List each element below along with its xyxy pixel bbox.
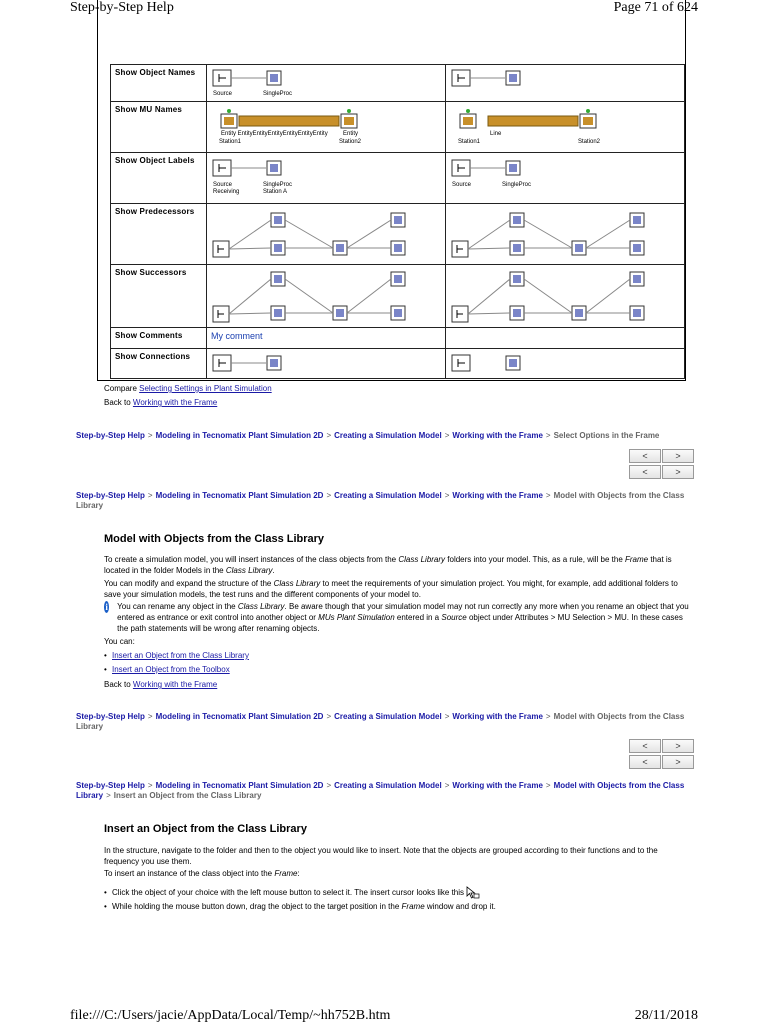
row-label: Show Successors (111, 265, 207, 328)
paragraph: To insert an instance of the class object into the Frame: (104, 869, 300, 878)
breadcrumb-link[interactable]: Working with the Frame (452, 781, 543, 790)
label-singleproc: SingleProc (263, 91, 293, 97)
table-row (111, 65, 685, 102)
row-label: Show MU Names (111, 102, 207, 153)
breadcrumb-link[interactable]: Modeling in Tecnomatix Plant Simulation 2D (155, 781, 324, 790)
breadcrumb-current: Insert an Object from the Class Library (113, 791, 262, 800)
breadcrumb-link[interactable]: Modeling in Tecnomatix Plant Simulation 2D (155, 491, 324, 500)
breadcrumb-link[interactable]: Step-by-Step Help (76, 781, 145, 790)
label-singleproc: SingleProc (263, 182, 293, 188)
breadcrumb-link[interactable]: Creating a Simulation Model (334, 431, 442, 440)
compare-line (104, 384, 272, 393)
row-label: Show Predecessors (111, 204, 207, 265)
info-icon: i (105, 602, 108, 612)
comment-text: My comment (211, 331, 263, 341)
table-row (111, 102, 685, 153)
paragraph: To create a simulation model, you will insert instances of the class objects from the Class Library folders into your model. This, as a rule, will be the Frame that is located in the folder Models in the Class Library. (104, 555, 672, 575)
breadcrumb-current: Select Options in the Frame (553, 431, 660, 440)
note-text: You can rename any object in the Class Library. Be aware though that your simulation model may not run correctly any more when you rename an object that you entered as entrance or exit control into another object or MUs Plant Simulation entered in a Source object under Attributes > MU Selection > MU. In these cases the path statements will be wrong after renaming objects. (117, 602, 689, 633)
breadcrumb-link[interactable]: Model with Objects from the Class Library (76, 781, 685, 800)
paragraph: In the structure, navigate to the folder and then to the object you would like to insert. Note that the objects are grouped according to their functions and to the frequency you use them. (104, 846, 658, 866)
label-source: Source (452, 182, 472, 188)
back-line (104, 398, 217, 407)
list-link[interactable]: Insert an Object from the Toolbox (112, 665, 230, 674)
diagram-cell (207, 349, 446, 379)
next-button[interactable]: > (662, 755, 694, 769)
label-source: Source (213, 182, 233, 188)
diagram-cell (446, 153, 685, 204)
nav-buttons (628, 449, 694, 463)
diagram-cell (207, 102, 446, 153)
label-line: Line (490, 131, 502, 137)
diagram-cell (446, 204, 685, 265)
print-footer (70, 1008, 698, 1024)
note (104, 601, 694, 634)
list-item: • While holding the mouse button down, drag the object to the target position in the Frame window and drop it. (104, 900, 694, 914)
table-row (111, 204, 685, 265)
label-station2: Station2 (339, 139, 362, 145)
table-row (111, 349, 685, 379)
table-row (111, 328, 685, 349)
label-receiving: Receiving (213, 189, 240, 195)
nav-buttons (628, 739, 694, 753)
label-entity: Entity (343, 131, 359, 137)
back-line (104, 680, 217, 689)
prev-button[interactable]: < (629, 739, 661, 753)
diagram-cell (207, 265, 446, 328)
breadcrumb-link[interactable]: Modeling in Tecnomatix Plant Simulation 2D (155, 712, 324, 721)
next-button[interactable]: > (662, 465, 694, 479)
nav-buttons (628, 465, 694, 479)
list-item (104, 649, 694, 663)
step-list (104, 886, 694, 914)
label-source: Source (213, 91, 233, 97)
breadcrumb-link[interactable]: Working with the Frame (452, 712, 543, 721)
next-button[interactable]: > (662, 739, 694, 753)
print-header-page: Page 71 of 624 (613, 0, 698, 15)
diagram-cell (446, 102, 685, 153)
table-row (111, 265, 685, 328)
breadcrumb-link[interactable]: Step-by-Step Help (76, 712, 145, 721)
breadcrumb-link[interactable]: Creating a Simulation Model (334, 491, 442, 500)
diagram-cell (207, 328, 446, 349)
breadcrumb-link[interactable]: Step-by-Step Help (76, 431, 145, 440)
compare-link[interactable]: Selecting Settings in Plant Simulation (139, 384, 272, 393)
print-footer-path: file:///C:/Users/jacie/AppData/Local/Temp/~hh752B.htm (70, 1008, 391, 1023)
label-entities: Entity EntityEntityEntityEntityEntityEntity (221, 131, 328, 137)
label-station1: Station1 (219, 139, 242, 145)
diagram-cell (446, 328, 685, 349)
table-row (111, 153, 685, 204)
diagram-cell (207, 65, 446, 102)
you-can: You can: (104, 637, 135, 646)
row-label: Show Object Labels (111, 153, 207, 204)
settings-table (110, 64, 685, 379)
diagram-cell (446, 65, 685, 102)
next-button[interactable]: > (662, 449, 694, 463)
row-label: Show Connections (111, 349, 207, 379)
breadcrumb-link[interactable]: Working with the Frame (452, 491, 543, 500)
breadcrumb-link[interactable]: Modeling in Tecnomatix Plant Simulation 2D (155, 431, 324, 440)
breadcrumb-link[interactable]: Step-by-Step Help (76, 491, 145, 500)
diagram-cell (207, 204, 446, 265)
breadcrumb: Step-by-Step Help > Modeling in Tecnomatix Plant Simulation 2D > Creating a Simulation Model > Working with the Frame > Model with Objects from the Class Library (76, 712, 685, 731)
breadcrumb: Step-by-Step Help > Modeling in Tecnomatix Plant Simulation 2D > Creating a Simulation Model > Working with the Frame > Model with Objects from the Class Library > Insert an Object from the Class Library (76, 781, 685, 800)
list-link[interactable]: Insert an Object from the Class Library (112, 651, 249, 660)
label-singleproc: SingleProc (502, 182, 532, 188)
label-station1: Station1 (458, 139, 481, 145)
list-item (104, 663, 694, 677)
back-prefix: Back to (104, 680, 131, 689)
row-label: Show Object Names (111, 65, 207, 102)
compare-prefix: Compare (104, 384, 137, 393)
row-label: Show Comments (111, 328, 207, 349)
section-title: Insert an Object from the Class Library (104, 823, 307, 835)
prev-button[interactable]: < (629, 449, 661, 463)
breadcrumb-current: Model with Objects from the Class Library (76, 712, 685, 731)
diagram-cell (207, 153, 446, 204)
label-station2: Station2 (578, 139, 601, 145)
breadcrumb-link[interactable]: Creating a Simulation Model (334, 712, 442, 721)
breadcrumb: Step-by-Step Help > Modeling in Tecnomatix Plant Simulation 2D > Creating a Simulation Model > Working with the Frame > Select Options in the Frame (76, 431, 660, 440)
label-station-a: Station A (263, 189, 288, 195)
back-link[interactable]: Working with the Frame (132, 398, 218, 407)
back-link[interactable]: Working with the Frame (132, 680, 218, 689)
breadcrumb-link[interactable]: Working with the Frame (452, 431, 543, 440)
print-header-title: Step-by-Step Help (70, 0, 174, 15)
prev-button[interactable]: < (629, 465, 661, 479)
breadcrumb: Step-by-Step Help > Modeling in Tecnomatix Plant Simulation 2D > Creating a Simulation Model > Working with the Frame > Model with Objects from the Class Library (76, 491, 685, 510)
insert-cursor-icon (466, 886, 480, 900)
link-list (104, 649, 694, 677)
diagram-cell (446, 265, 685, 328)
paragraph: You can modify and expand the structure of the Class Library to meet the requirements of your simulation project. You might, for example, add additional folders to save your simulation models, the test runs and the different components of your model to. (104, 579, 678, 599)
section-title: Model with Objects from the Class Library (104, 533, 325, 545)
print-footer-date: 28/11/2018 (634, 1008, 698, 1023)
list-item: • Click the object of your choice with the left mouse button to select it. The insert cursor looks like this (104, 886, 694, 900)
back-prefix: Back to (104, 398, 131, 407)
nav-buttons (628, 755, 694, 769)
prev-button[interactable]: < (629, 755, 661, 769)
breadcrumb-link[interactable]: Creating a Simulation Model (334, 781, 442, 790)
diagram-cell (446, 349, 685, 379)
breadcrumb-current: Model with Objects from the Class Library (76, 491, 685, 510)
